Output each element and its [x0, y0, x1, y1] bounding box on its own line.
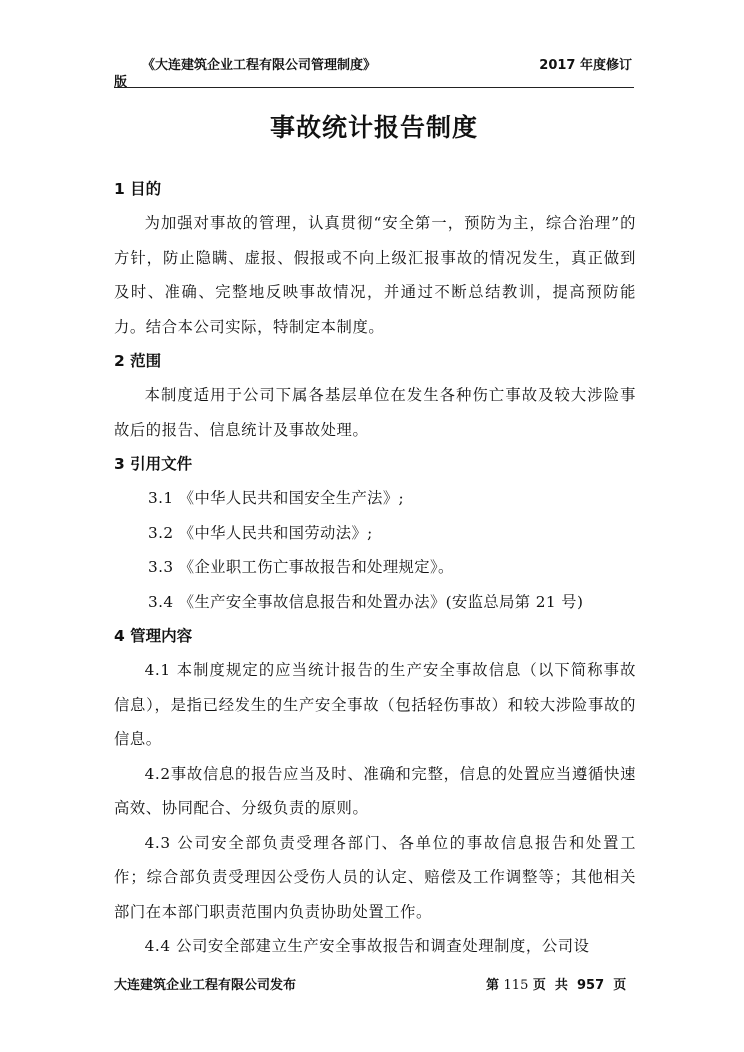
purpose-paragraph: 为加强对事故的管理，认真贯彻“安全第一，预防为主，综合治理”的方针，防止隐瞒、虚报、假报或不向上级汇报事故的情况发生，真正做到及时、准确、完整地反映事故情况，并通过不断总结教训，提高预防能力。结合本公司实际，特制定本制度。 [114, 214, 636, 336]
management-paragraph: 4.4 公司安全部建立生产安全事故报告和调查处理制度，公司设 [144, 937, 590, 955]
page-prefix: 第 [486, 978, 504, 993]
management-paragraph: 4.1 本制度规定的应当统计报告的生产安全事故信息（以下简称事故信息），是指已经发生的生产安全事故（包括轻伤事故）和较大涉险事故的信息。 [114, 661, 636, 748]
header-revision-wrap: 版 [114, 75, 128, 90]
reference-item: 3.3 《企业职工伤亡事故报告和处理规定》。 [148, 558, 454, 576]
document-body [114, 172, 636, 964]
section-heading-management: 4 管理内容 [114, 627, 193, 645]
management-paragraph: 4.2事故信息的报告应当及时、准确和完整，信息的处置应当遵循快速高效、协同配合、分级负责的原则。 [114, 764, 636, 817]
page-header [114, 51, 634, 88]
page-middle: 页 共 [528, 978, 577, 993]
header-revision: 2017 年度修订 [539, 58, 632, 73]
section-heading-references: 3 引用文件 [114, 455, 193, 473]
scope-paragraph: 本制度适用于公司下属各基层单位在发生各种伤亡事故及较大涉险事故后的报告、信息统计及事故处理。 [114, 386, 636, 439]
section-heading-purpose: 1 目的 [114, 180, 162, 198]
management-paragraph: 4.3 公司安全部负责受理各部门、各单位的事故信息报告和处置工作；综合部负责受理因公受伤人员的认定、赔偿及工作调整等；其他相关部门在本部门职责范围内负责协助处置工作。 [114, 833, 636, 921]
page-total: 957 [577, 978, 605, 993]
document-title: 事故统计报告制度 [269, 113, 478, 142]
reference-item: 3.4 《生产安全事故信息报告和处置办法》(安监总局第 21 号) [148, 592, 584, 611]
header-document-name: 《大连建筑企业工程有限公司管理制度》 [142, 58, 377, 73]
page-number: 115 [503, 978, 529, 993]
footer-publisher: 大连建筑企业工程有限公司发布 [114, 978, 297, 993]
page-counter [486, 974, 626, 993]
reference-item: 3.2 《中华人民共和国劳动法》; [148, 523, 373, 542]
reference-item: 3.1 《中华人民共和国安全生产法》; [148, 489, 405, 507]
page-suffix: 页 [604, 978, 627, 993]
section-heading-scope: 2 范围 [114, 352, 162, 370]
